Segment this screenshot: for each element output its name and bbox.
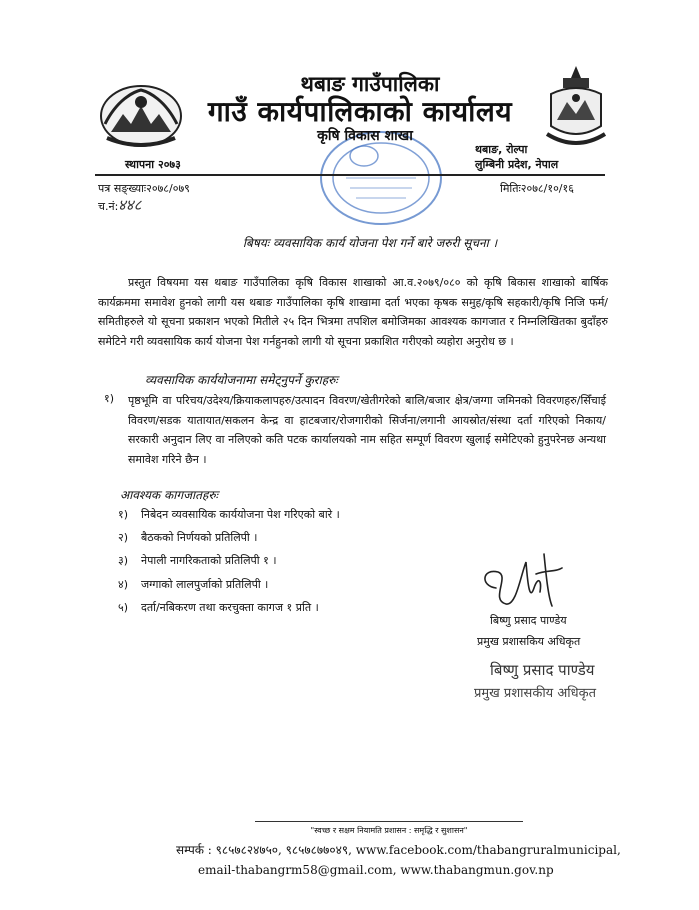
signatory-name: बिष्णु प्रसाद पाण्डेय bbox=[490, 614, 567, 627]
list-item-number: १) bbox=[118, 508, 129, 521]
list-item-number: २) bbox=[118, 531, 129, 545]
list-item-text: नेपाली नागरिकताको प्रतिलिपी १ । bbox=[141, 554, 277, 568]
section-item-number: १) bbox=[104, 392, 115, 405]
list-item-number: ५) bbox=[118, 600, 129, 614]
footer-contact: सम्पर्क : ९८५७८२४७५०, ९८५७८७७०४९, www.facebook.com/thabangruralmunicipal, bbox=[176, 843, 621, 857]
notice-subject: बिषयः व्यवसायिक कार्य योजना पेश गर्ने बारे जरुरी सूचना । bbox=[242, 236, 498, 250]
office-name: गाउँ कार्यपालिकाको कार्यालय bbox=[207, 95, 513, 128]
address-line2: लुम्बिनी प्रदेश, नेपाल bbox=[475, 158, 559, 171]
list-item-number: ४) bbox=[118, 577, 129, 591]
section-item-text: पृष्ठभूमि वा परिचय/उदेश्य/क्रियाकलापहरु/उत्पादन विवरण/खेतीगरेको बालि/बजार क्षेत्र/जग्गा जमिनको विवरणहरु/सिँचाई विवरण/सडक यातायात/सकलन केन्द्र वा हाटबजार/रोजगारीको सिर्जना/लगानी आयस्रोत/संस्था दर्ता गरिएको निकाय/सरकारी अनुदान लिए वा नलिएको कति पटक कार्यालयको नाम सहित सम्पूर्ण विवरण खुलाई समेटिएको हुनुपरेनछ अन्यथा समावेश गरिने छैन । bbox=[128, 394, 606, 466]
letter-date: मितिः२०७८/१०/१६ bbox=[500, 182, 574, 195]
list-item bbox=[118, 553, 340, 576]
documents-list bbox=[118, 507, 340, 623]
list-item bbox=[118, 600, 340, 623]
list-item-text: बैठकको निर्णयको प्रतिलिपी । bbox=[141, 531, 258, 545]
handwritten-signature bbox=[476, 548, 566, 612]
footer-slogan: "स्वच्छ र सक्षम नियामति प्रशासन : समृद्धि र सुशासन" bbox=[310, 826, 468, 835]
section-name: कृषि विकास शाखा bbox=[317, 128, 413, 144]
signatory-title: प्रमुख प्रशासकिय अधिकृत bbox=[477, 635, 581, 648]
section-heading: व्यवसायिक कार्ययोजनामा समेट्नुपर्ने कुराहरुः bbox=[145, 373, 338, 387]
dispatch-number: ४४८ bbox=[118, 196, 142, 214]
name-stamp: बिष्णु प्रसाद पाण्डेय bbox=[490, 661, 595, 679]
footer-divider bbox=[255, 821, 523, 822]
list-item-text: जग्गाको लालपुर्जाको प्रतिलिपी । bbox=[141, 577, 269, 591]
list-item bbox=[118, 530, 340, 553]
header-divider bbox=[95, 174, 605, 176]
notice-body: प्रस्तुत विषयमा यस थबाङ गाउँपालिका कृषि विकास शाखाको आ.व.२०७९/०८० को कृषि बिकास शाखाको बार्षिक कार्यक्रममा समावेश हुनको लागी यस थबाङ गाउँपालिका कृषि शाखामा दर्ता भएका कृषक समुह/कृषि सहकारी/कृषि निजि फर्म/समितीहरुले यो सूचना प्रकाशन भएको मितीले २५ दिन भित्रमा तपशिल बमोजिमका आवश्यक कागजात र निम्नलिखितका बुदाँहरु समेटिने गरी व्यवसायिक कार्य योजना पेश गर्नहुनको लागी यो सूचना प्रकाशित गरीएको व्यहोरा अनुरोध छ । bbox=[98, 276, 608, 348]
dispatch-label: च.नं: bbox=[98, 200, 119, 213]
list-item-number: ३) bbox=[118, 554, 129, 568]
list-item bbox=[118, 507, 340, 530]
documents-heading: आवश्यक कागजातहरुः bbox=[120, 488, 218, 502]
established-year: स्थापना २०७३ bbox=[125, 158, 181, 171]
municipality-name: थबाङ गाउँपालिका bbox=[300, 72, 440, 96]
list-item-text: दर्ता/नबिकरण तथा करचुक्ता कागज १ प्रति । bbox=[141, 600, 319, 614]
footer-email: email-thabangrm58@gmail.com, www.thabangmun.gov.np bbox=[198, 863, 554, 877]
list-item bbox=[118, 577, 340, 600]
title-stamp: प्रमुख प्रशासकीय अधिकृत bbox=[474, 686, 597, 701]
list-item-text: निबेदन व्यवसायिक कार्ययोजना पेश गरिएको बारे । bbox=[141, 508, 340, 521]
address-line1: थबाङ, रोल्पा bbox=[475, 143, 528, 156]
letter-number: पत्र सङ्ख्याः२०७८/०७९ bbox=[98, 182, 190, 195]
